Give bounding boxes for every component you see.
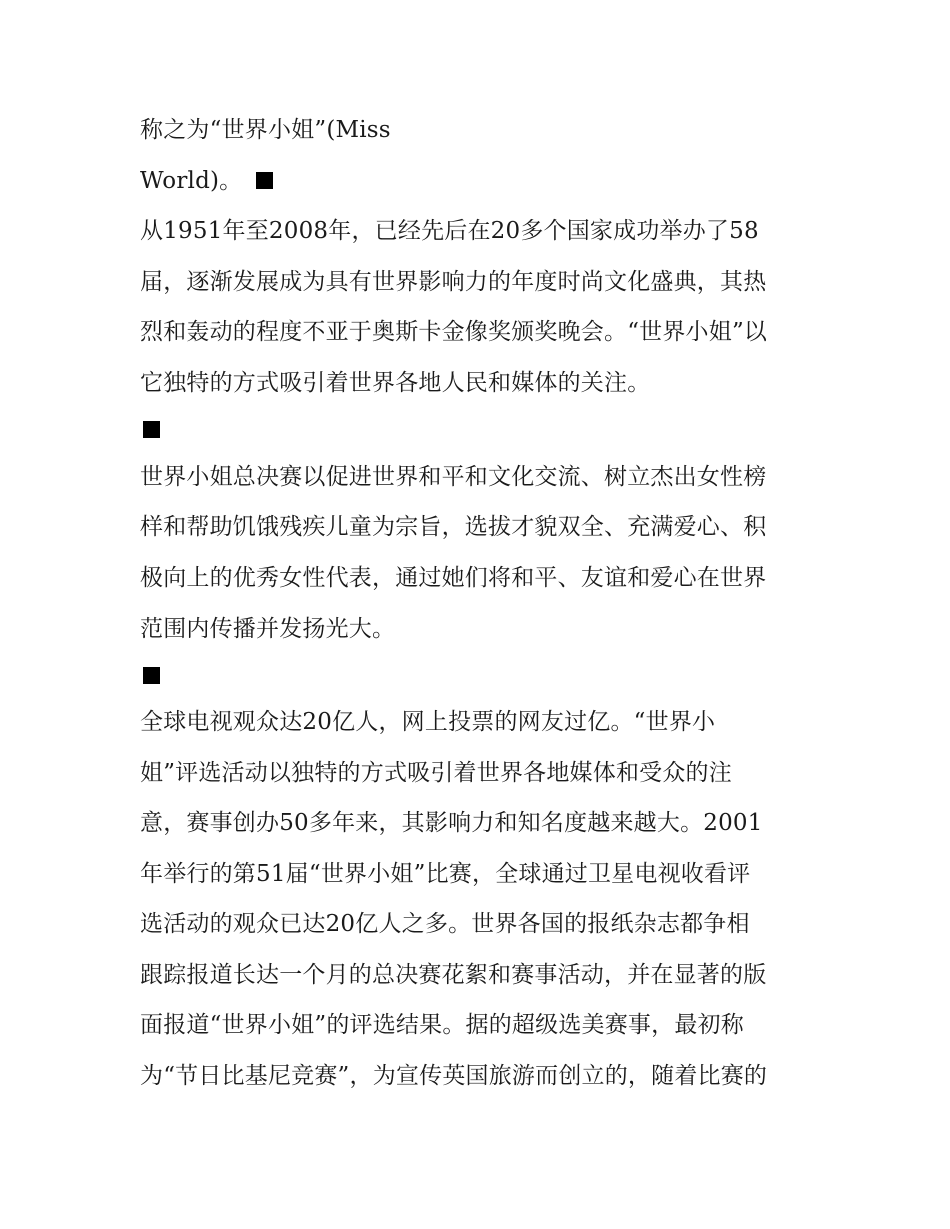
text-line: 选活动的观众已达20亿人之多。世界各国的报纸杂志都争相 <box>140 911 750 937</box>
text-line: 年举行的第51届“世界小姐”比赛，全球通过卫星电视收看评 <box>140 861 751 887</box>
text-line: 姐”评选活动以独特的方式吸引着世界各地媒体和受众的注 <box>140 760 732 786</box>
text-line: 意，赛事创办50多年来，其影响力和知名度越来越大。2001 <box>140 810 763 836</box>
black-square-icon <box>143 421 160 438</box>
text-line: 极向上的优秀女性代表，通过她们将和平、友谊和爱心在世界 <box>140 565 767 591</box>
black-square-icon <box>256 172 273 189</box>
black-square-icon <box>143 667 160 684</box>
text-line: 从1951年至2008年，已经先后在20多个国家成功举办了58 <box>140 218 759 244</box>
text-line: 全球电视观众达20亿人，网上投票的网友过亿。“世界小 <box>140 709 716 735</box>
text-line: 为“节日比基尼竞赛”，为宣传英国旅游而创立的，随着比赛的 <box>140 1063 768 1089</box>
text-line: 它独特的方式吸引着世界各地人民和媒体的关注。 <box>140 370 651 396</box>
text-line-with-marker <box>140 166 273 196</box>
text-line: World)。 <box>140 168 243 194</box>
text-line: 样和帮助饥饿残疾儿童为宗旨，选拔才貌双全、充满爱心、积 <box>140 514 767 540</box>
text-line: 面报道“世界小姐”的评选结果。据的超级选美赛事，最初称 <box>140 1012 744 1038</box>
text-line: 世界小姐总决赛以促进世界和平和文化交流、树立杰出女性榜 <box>140 464 767 490</box>
text-line: 跟踪报道长达一个月的总决赛花絮和赛事活动，并在显著的版 <box>140 962 767 988</box>
text-line: 届，逐渐发展成为具有世界影响力的年度时尚文化盛典，其热 <box>140 269 767 295</box>
text-line: 称之为“世界小姐”(Miss <box>140 117 391 143</box>
text-line: 烈和轰动的程度不亚于奥斯卡金像奖颁奖晚会。“世界小姐”以 <box>140 319 768 345</box>
text-line: 范围内传播并发扬光大。 <box>140 616 396 642</box>
